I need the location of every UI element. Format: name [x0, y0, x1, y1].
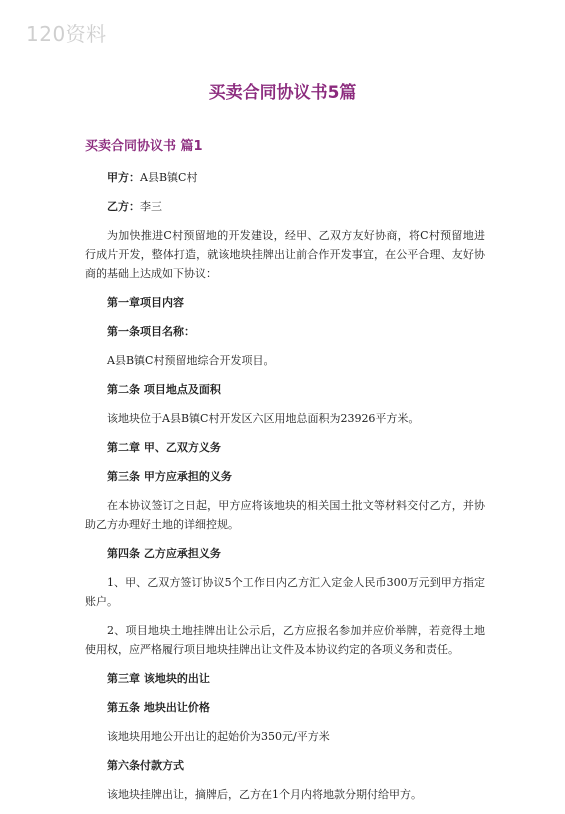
party-b-value: 李三 — [140, 200, 162, 213]
intro-paragraph: 为加快推进C村预留地的开发建设，经甲、乙双方友好协商，将C村预留地进行成片开发，整体打造，就该地块挂牌出让前合作开发事宜，在公平合理、友好协商的基础上达成如下协议： — [85, 229, 485, 280]
chapter-1-heading: 第一章项目内容 — [107, 296, 184, 309]
party-a-value: A县B镇C村 — [140, 171, 198, 184]
article-3-text: 在本协议签订之日起，甲方应将该地块的相关国土批文等材料交付乙方，并协助乙方办理好土地的详细控规。 — [85, 499, 485, 531]
article-2-text: 该地块位于A县B镇C村开发区六区用地总面积为23926平方米。 — [107, 412, 420, 425]
article-4-heading: 第四条 乙方应承担义务 — [107, 547, 221, 560]
article-6-heading: 第六条付款方式 — [107, 759, 184, 772]
party-b-line — [85, 197, 485, 216]
article-1-heading: 第一条项目名称： — [107, 325, 195, 338]
chapter-3-heading: 第三章 该地块的出让 — [107, 672, 210, 685]
article-3-heading: 第三条 甲方应承担的义务 — [107, 470, 232, 483]
document-title: 买卖合同协议书5篇 — [208, 83, 357, 103]
watermark-text: 120资料 — [26, 22, 107, 46]
article-6-text: 该地块挂牌出让，摘牌后，乙方在1个月内将地款分期付给甲方。 — [107, 788, 422, 801]
article-1-text: A县B镇C村预留地综合开发项目。 — [107, 354, 275, 367]
section-heading: 买卖合同协议书 篇1 — [85, 139, 203, 154]
article-5-heading: 第五条 地块出让价格 — [107, 701, 210, 714]
party-b-label: 乙方： — [107, 200, 140, 213]
party-a-label: 甲方： — [107, 171, 140, 184]
article-4-text-2: 2、项目地块土地挂牌出让公示后，乙方应报名参加并应价举牌，若竞得土地使用权，应严格履行项目地块挂牌出让文件及本协议约定的各项义务和责任。 — [85, 624, 485, 656]
article-5-text: 该地块用地公开出让的起始价为350元/平方米 — [107, 730, 330, 743]
document-body — [85, 168, 485, 814]
article-4-text-1: 1、甲、乙双方签订协议5个工作日内乙方汇入定金人民币300万元到甲方指定账户。 — [85, 576, 485, 608]
party-a-line — [85, 168, 485, 187]
article-2-heading: 第二条 项目地点及面积 — [107, 383, 221, 396]
chapter-2-heading: 第二章 甲、乙双方义务 — [107, 441, 221, 454]
